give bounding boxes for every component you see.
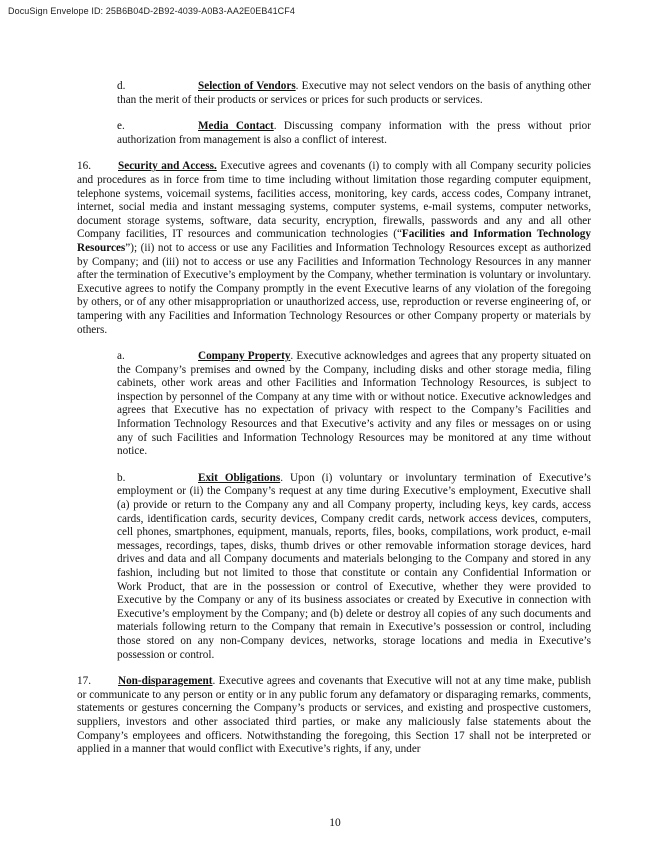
section-16 [77,160,591,337]
section-16a-heading: Company Property [198,350,291,363]
section-d-text: . Executive may not select vendors on the basis of anything other than the merit of their products or services or prices for such products or services. [117,80,591,106]
section-16-label: 16. [77,160,91,173]
section-16b-heading: Exit Obligations [198,471,281,484]
section-16b-text: . Upon (i) voluntary or involuntary termination of Executive’s employment or (ii) the Company’s request at any time during Executive’s employment, Executive shall (a) provide or return to the Company any and all Company property, including keys, key cards, access cards, identification cards, security devices, Company credit cards, network access devices, computers, cell phones, smartphones, equipment, manuals, reports, files, books, compilations, work product, e-mail messages, recordings, tapes, disks, thumb drives or other removable information storage devices, hard drives and data and all Company documents and materials belonging to the Company and stored in any fashion, including but not limited to those that constitute or contain any Confidential Information or Work Product, that are in the possession or control of Executive, whether they were provided to Executive by the Company or any of its business associates or created by Executive in connection with Executive’s employment by the Company; and (b) delete or destroy all copies of any such documents and materials following return to the Company that remain in Executive’s possession or control, including those stored on any non-Company devices, networks, storage locations and media in Executive’s possession or control. [117,471,591,661]
document-body [77,80,591,770]
section-e-label: e. [117,120,125,133]
section-d-heading: Selection of Vendors [198,80,296,92]
section-16a-text: . Executive acknowledges and agrees that any property situated on the Company’s premises and owned by the Company, including disks and other storage media, filing cabinets, other work areas and other Facilities and Information Technology Resources, is subject to inspection by personnel of the Company at any time with or without notice. Executive acknowledges and agrees that Executive has no expectation of privacy with respect to the Company’s Facilities and Information Technology Resources and that Executive’s activity and any files or messages on or using any of such Facilities and Information Technology Resources may be monitored at any time without notice. [117,350,591,458]
section-d [77,80,591,107]
section-d-label: d. [117,80,126,92]
page-number: 10 [329,817,341,829]
section-16b [77,472,591,662]
section-e-text: . Discussing company information with the press without prior authorization from management is also a conflict of interest. [117,120,591,146]
section-17-label: 17. [77,675,91,688]
section-16b-label: b. [117,471,126,484]
section-17-heading: Non-disparagement [118,675,213,688]
section-16-text-1: Executive agrees and covenants (i) to comply with all Company security policies and procedures as in force from time to time including without limitation those regarding computer equipment, telephone systems, voicemail systems, facilities access, monitoring, key cards, access codes, Company intranet, internet, social media and instant messaging systems, computer systems, e-mail systems, computer networks, document storage systems, software, data security, encryption, firewalls, passwords and any and all other Company facilities, IT resources and communication technologies (“ [77,160,591,241]
section-16a [77,350,591,459]
section-17-text: . Executive agrees and covenants that Executive will not at any time make, publish or communicate to any person or entity or in any public forum any defamatory or disparaging remarks, comments, statements or gestures concerning the Company’s products or services, and existing and prospective customers, suppliers, investors and other associated third parties, or make any maliciously false statements about the Company’s employees and officers. Notwithstanding the foregoing, this Section 17 shall not be interpreted or applied in a manner that would conflict with Executive’s rights, if any, under [77,675,591,756]
section-16-heading: Security and Access. [118,160,217,173]
section-e [77,120,591,147]
section-16a-label: a. [117,350,125,363]
section-16-text-2: ”); (ii) not to access or use any Facilities and Information Technology Resources except as authorized by Company; and (iii) not to access or use any Facilities and Information Technology Resources in any manner after the termination of Executive’s employment by the Company, whether termination is voluntary or involuntary. Executive agrees to notify the Company promptly in the event Executive learns of any violation of the foregoing by others, or of any other misappropriation or unauthorized access, use, reproduction or reverse engineering of, or tampering with any Facilities and Information Technology Resources or other Company property or materials by others. [77,241,591,336]
section-e-heading: Media Contact [198,120,274,133]
envelope-id: DocuSign Envelope ID: 25B6B04D-2B92-4039-A0B3-AA2E0EB41CF4 [8,6,295,16]
section-17 [77,675,591,757]
section-16-defined-term: Facilities and Information Technology Resources [77,228,591,254]
